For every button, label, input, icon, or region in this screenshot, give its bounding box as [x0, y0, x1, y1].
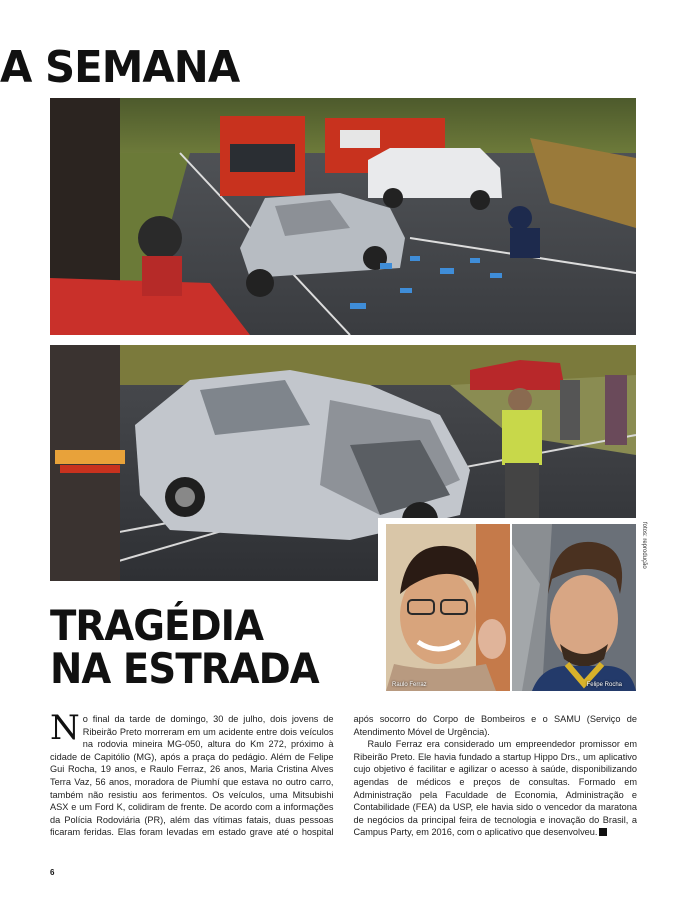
article-paragraph-2: [354, 738, 638, 839]
headline-line-1: TRAGÉDIA: [50, 601, 264, 650]
end-mark-icon: [599, 828, 607, 836]
section-title: A SEMANA: [0, 42, 240, 93]
portrait-caption-felipe: Felipe Rocha: [586, 682, 622, 688]
article-body: [50, 708, 637, 858]
photo-credit: fotos: reprodução: [641, 522, 647, 569]
portrait-caption-raulo: Raulo Ferraz: [392, 682, 427, 688]
paragraph-2-text: Raulo Ferraz era considerado um empreendedor promissor em Ribeirão Preto. Ele havia fundado a startup Hippo Drs., um aplicativo cujo objetivo é facilitar e agilizar o acesso à saúde, disponibilizando agendas de médicos e preços de consultas. Formado em Administração pela Faculdade de Economia, Administração e Contabilidade (FEA) da USP, ele havia sido o vencedor da maratona de negócios da principal feira de tecnologia e inovação do Brasil, a Campus Party, em 2016, com o aplicativo que desenvolveu.: [353, 739, 637, 838]
crash-scene-photo: [50, 98, 636, 335]
page-number: 6: [50, 868, 55, 877]
man-with-glasses-portrait: [386, 524, 510, 691]
paragraph-1-text: o final da tarde de domingo, 30 de julho, dois jovens de Ribeirão Preto morreram em um acidente entre dois veículos na rodovia mineira MG-050, altura do Km 272, próximo à cidade de Capitólio (MG), após a praça do pedágio. Além de Felipe Gui Rocha, 19 anos, e Raulo Ferraz, 26 anos, Maria Cristina Alves Terra Vaz, 56 anos, moradora de Piumhí que estava no outro carro, também não resistiu aos ferimentos. Os veículos, uma Mitsubishi ASX e um Ford K, colidiram de frente. De acordo com a informações da Polícia Rodoviária (PR), além das vítimas fatais, duas pessoas ficaram feridas. Elas foram levadas em estado grave até o hospital após socorro do Corpo de Bombeiros e o SAMU (Serviço de Atendimento Móvel de Urgência).: [50, 714, 637, 838]
portrait-raulo-ferraz: [386, 524, 510, 691]
headline-line-2: NA ESTRADA: [50, 644, 319, 693]
headline: [50, 601, 319, 693]
young-man-selfie-portrait: [512, 524, 636, 691]
portrait-felipe-rocha: [512, 524, 636, 691]
highway-crash-scene-illustration: [50, 98, 636, 335]
drop-cap: N: [50, 708, 80, 748]
